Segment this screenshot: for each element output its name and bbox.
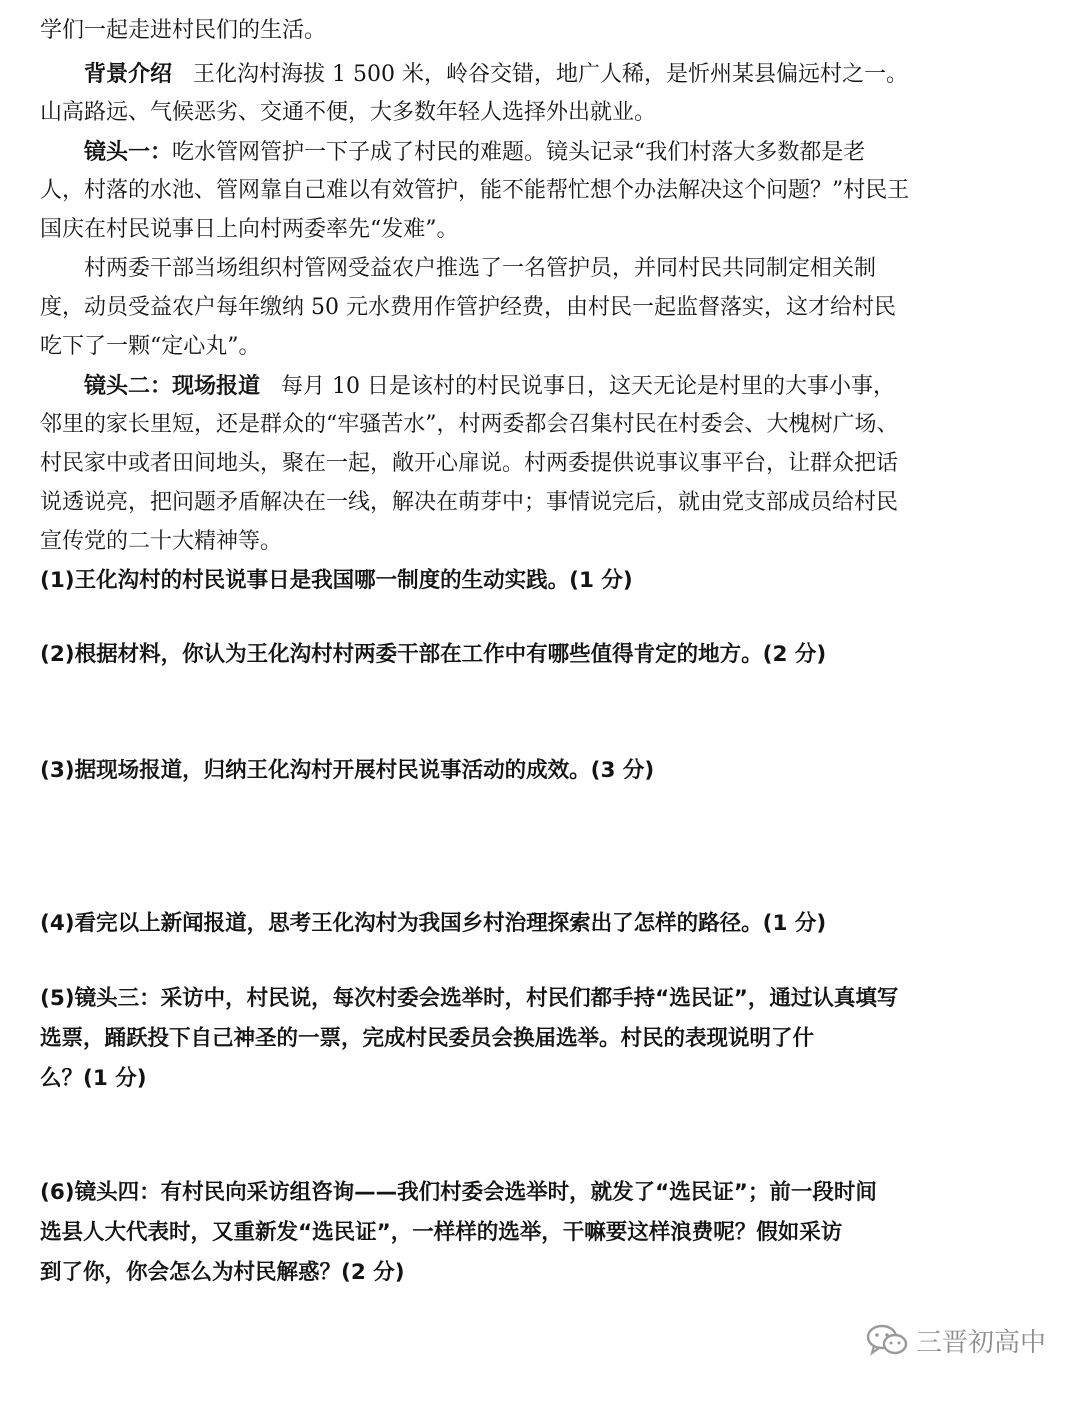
shot1-line-1 [84,137,1040,168]
shot2-text: 每月 10 日是该村的村民说事日，这天无论是村里的大事小事， [281,374,895,399]
shot2-label: 镜头二：现场报道 [84,373,261,399]
question-6-line-1: (6)镜头四：有村民向采访组咨询——我们村委会选举时，就发了“选民证”；前一段时间 [40,1180,877,1205]
paragraph2-text: 吃下了一颗“定心丸”。 [40,334,261,359]
shot1-line-3 [40,215,1040,245]
shot1-label: 镜头一： [84,139,173,165]
background-label: 背景介绍 [84,61,173,87]
shot1-text: 国庆在村民说事日上向村两委率先“发难”。 [40,217,459,242]
watermark [866,1320,1046,1360]
shot2-line-5 [40,527,1040,557]
background-line-1 [84,59,1040,90]
background-text: 山高路远、气候恶劣、交通不便，大多数年轻人选择外出就业。 [40,100,657,125]
shot2-text: 邻里的家长里短，还是群众的“牢骚苦水”，村两委都会召集村民在村委会、大槐树广场、 [40,412,899,437]
shot2-text: 说透说亮，把问题矛盾解决在一线，解决在萌芽中；事情说完后，就由党支部成员给村民 [40,490,899,515]
watermark-text: 三晋初高中 [915,1327,1046,1358]
question-5-line-2: 选票，踊跃投下自己神圣的一票，完成村民委员会换届选举。村民的表现说明了什 [40,1026,815,1051]
question-2: (2)根据材料，你认为王化沟村村两委干部在工作中有哪些值得肯定的地方。(2 分) [40,642,827,667]
question-5-line-3: 么？(1 分) [40,1066,147,1091]
shot2-line-3 [40,449,1040,479]
shot1-text: 人，村落的水池、管网靠自己难以有效管护，能不能帮忙想个办法解决这个问题？”村民王 [40,178,910,203]
shot2-line-2 [40,410,1040,440]
question-1: (1)王化沟村的村民说事日是我国哪一制度的生动实践。(1 分) [40,568,633,593]
shot2-line-1 [84,371,1040,402]
question-6-line-3: 到了你，你会怎么为村民解惑？(2 分) [40,1260,405,1285]
paragraph2-text: 村两委干部当场组织村管网受益农户推选了一名管护员，并同村民共同制定相关制 [84,256,877,281]
shot2-text: 宣传党的二十大精神等。 [40,529,283,554]
material-text: 学们一起走进村民们的生活。 [40,18,327,43]
shot1-line-2 [40,176,1040,206]
paragraph2-text: 度，动员受益农户每年缴纳 50 元水费用作管护经费，由村民一起监督落实，这才给村民 [40,295,896,320]
question-6-line-2: 选县人大代表时，又重新发“选民证”，一样样的选举，干嘛要这样浪费呢？假如采访 [40,1220,843,1245]
paragraph2-line-3 [40,332,1040,362]
shot2-text: 村民家中或者田间地头，聚在一起，敞开心扉说。村两委提供说事议事平台，让群众把话 [40,451,899,476]
shot2-line-4 [40,488,1040,518]
question-3: (3)据现场报道，归纳王化沟村开展村民说事活动的成效。(3 分) [40,758,655,783]
question-5-line-1: (5)镜头三：采访中，村民说，每次村委会选举时，村民们都手持“选民证”，通过认真填写 [40,986,899,1011]
background-text: 王化沟村海拔 1 500 米，岭谷交错，地广人稀，是忻州某县偏远村之一。 [193,62,908,87]
shot1-text: 吃水管网管护一下子成了村民的难题。镜头记录“我们村落大多数都是老 [172,140,866,165]
question-4: (4)看完以上新闻报道，思考王化沟村为我国乡村治理探索出了怎样的路径。(1 分) [40,911,827,936]
paragraph2-line-1 [84,254,1040,284]
wechat-icon [866,1323,908,1357]
background-line-2 [40,98,1040,128]
material-line [40,16,1040,46]
paragraph2-line-2 [40,293,1040,323]
